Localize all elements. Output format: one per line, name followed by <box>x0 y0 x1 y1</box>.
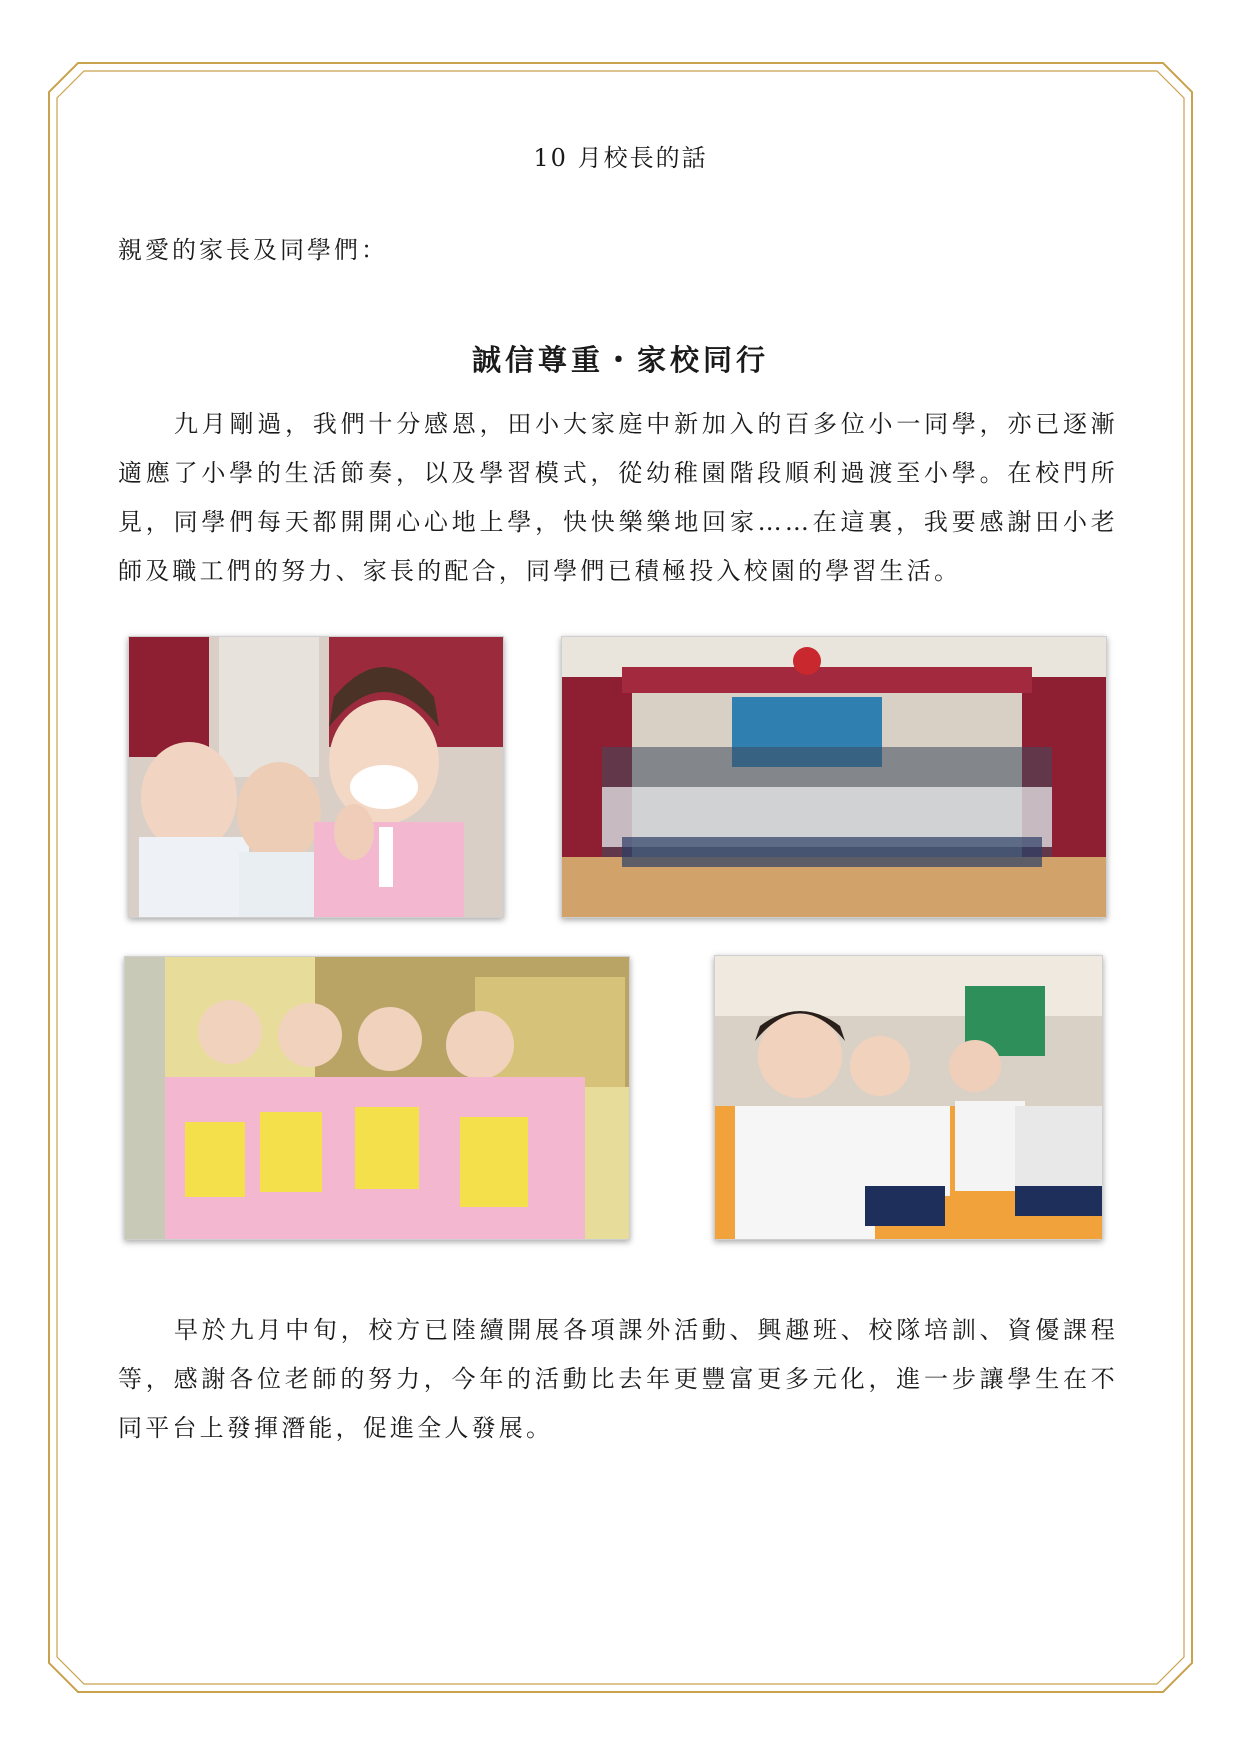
letter-title: 誠信尊重・家校同行 <box>471 343 769 377</box>
photo-girls-holding-books <box>124 956 630 1240</box>
salutation: 親愛的家長及同學們： <box>118 236 388 264</box>
letter-heading: 10 月校長的話 <box>533 144 708 172</box>
paragraph-1: 九月剛過，我們十分感恩，田小大家庭中新加入的百多位小一同學，亦已逐漸適應了小學的生活節奏，以及學習模式，從幼稚園階段順利過渡至小學。在校門所見，同學們每天都開開心心地上學，快快樂樂地回家……在這裏，我要感謝田小老師及職工們的努力、家長的配合，同學們已積極投入校園的學習生活。 <box>118 410 1118 585</box>
photo-group-on-stage <box>561 636 1107 918</box>
paragraph-2: 早於九月中旬，校方已陸續開展各項課外活動、興趣班、校隊培訓、資優課程等，感謝各位老師的努力，今年的活動比去年更豐富更多元化，進一步讓學生在不同平台上發揮潛能，促進全人發展。 <box>118 1316 1118 1442</box>
photo-students-praying <box>128 636 504 918</box>
photo-students-waving <box>714 955 1103 1240</box>
